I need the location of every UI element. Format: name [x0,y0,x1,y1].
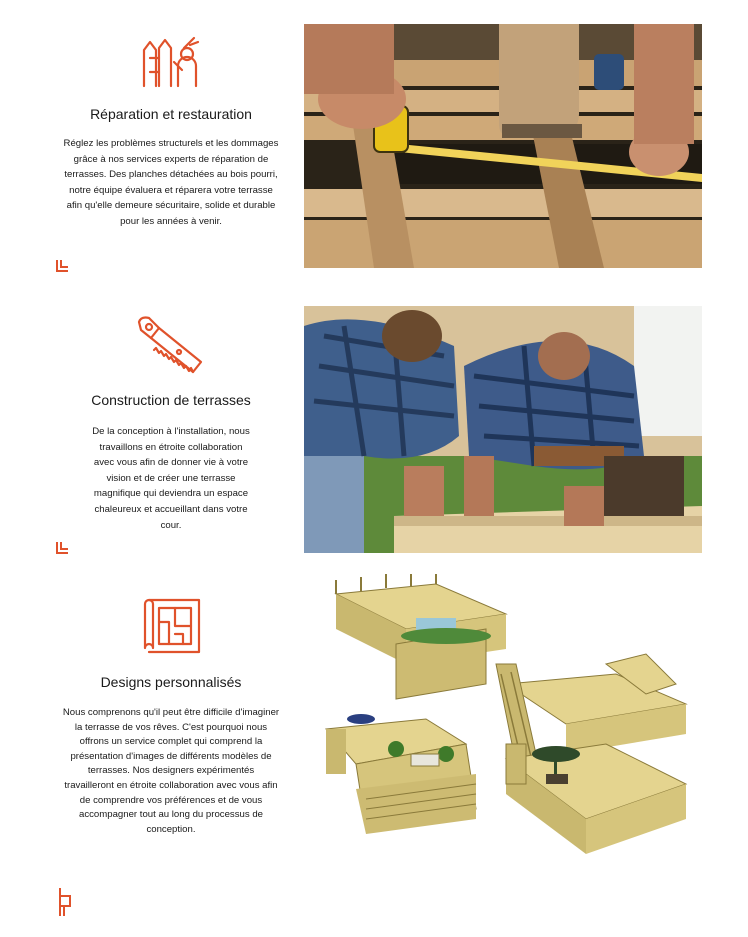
service-title: Réparation et restauration [90,106,252,122]
deck-repair-icon [138,36,204,90]
service-description: Réglez les problèmes structurels et les dommages grâce à nos services experts de réparation de terrasses. Des planches détachées au bois pourri, notre équipe évaluera et réparera votre terrasse afin qu'elle demeure sécuritaire, solide et durable pour les années à venir. [63,138,279,227]
service-construction-text [56,314,286,533]
service-construction [0,280,748,560]
logo-mark-icon [58,886,72,918]
corner-marker-icon [55,259,69,273]
blueprint-icon [139,596,203,656]
service-design-image [316,574,696,864]
service-repair [0,0,748,280]
service-description: Nous comprenons qu'il peut être difficile d'imaginer la terrasse de vos rêves. C'est pourquoi nous offrons un service complet qui comprend la présentation d'images de différents modèles de terrasses. Nos designers expérimentés travailleront en étroite collaboration avec vous afin de comprendre vos préférences et de vous accompagner tout au long du processus de conception. [62,707,280,835]
service-description: De la conception à l'installation, nous travaillons en étroite collaboration avec vous afin de donner vie à votre vision et de créer une terrasse magnifique qui deviendra un espace chaleureux et accueillant dans votre cour. [92,426,250,531]
saw-icon [135,314,207,378]
service-design-text [56,596,286,837]
service-construction-image [304,306,702,553]
service-title: Designs personnalisés [100,674,242,690]
service-repair-text [56,36,286,230]
service-repair-image [304,24,702,268]
service-design [0,560,748,937]
corner-marker-icon [55,541,69,555]
service-title: Construction de terrasses [91,392,251,408]
